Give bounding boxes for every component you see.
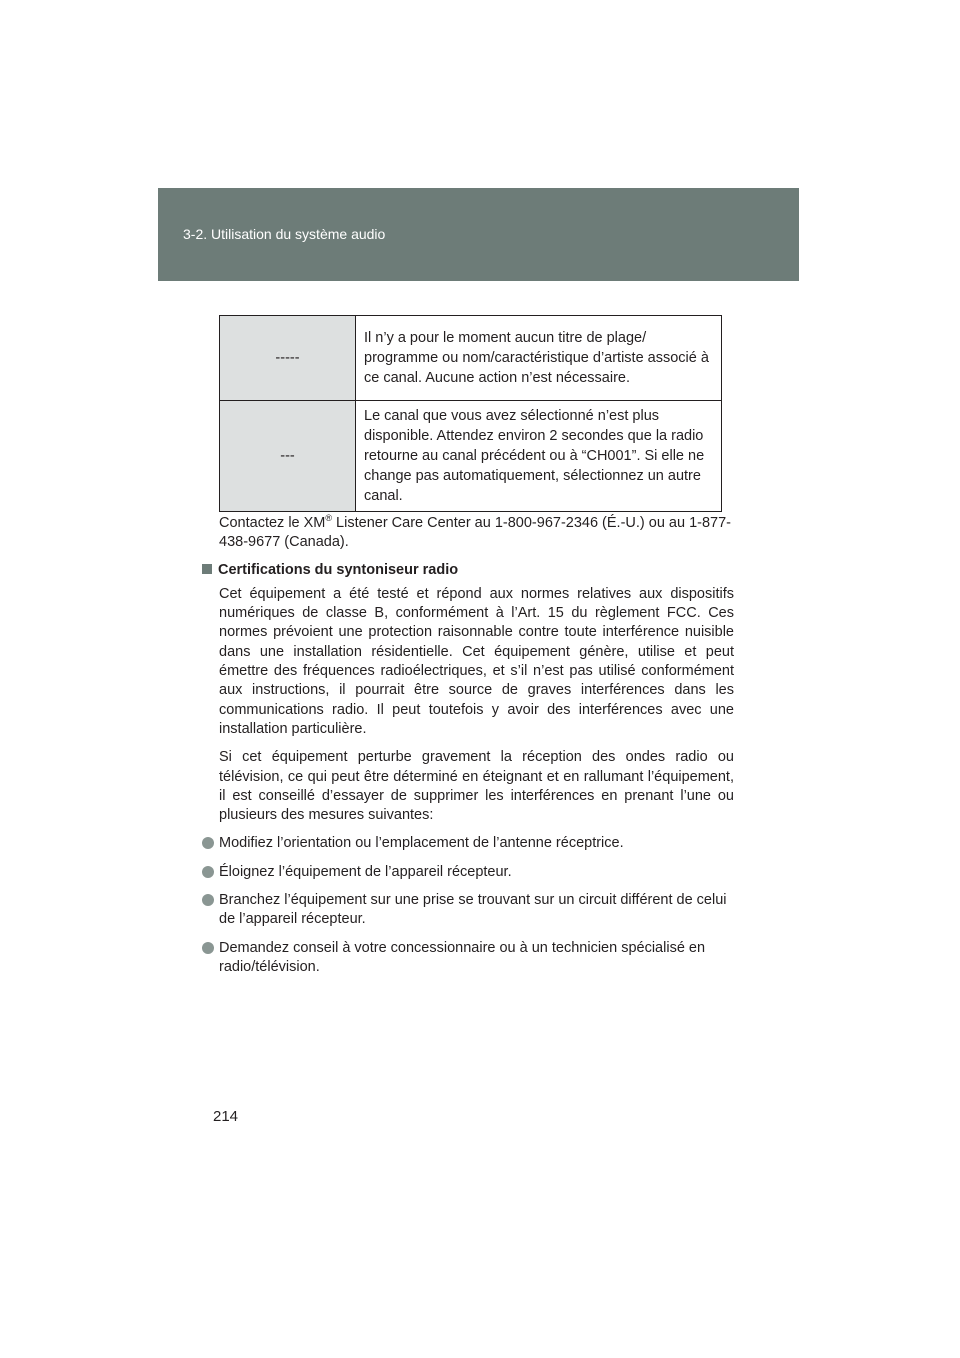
table-row xyxy=(220,401,722,512)
list-item-text: Modifiez l’orientation ou l’emplacement de l’antenne réceptrice. xyxy=(219,835,624,852)
page-number: 214 xyxy=(213,1108,239,1125)
list-item-text: Branchez l’équipement sur une prise se trouvant sur un circuit différent de celui de l’appareil récepteur. xyxy=(219,892,727,928)
registered-mark: ® xyxy=(325,513,333,524)
circle-bullet-icon xyxy=(202,866,214,878)
contact-paragraph xyxy=(202,514,734,553)
contact-text-end: Listener Care Center au 1-800-967-2346 (É.-U.) ou au 1-877-438-9677 (Canada). xyxy=(219,515,732,551)
circle-bullet-icon xyxy=(202,894,214,906)
list-item xyxy=(202,834,734,853)
list-item-text: Éloignez l’équipement de l’appareil récepteur. xyxy=(219,863,512,880)
circle-bullet-icon xyxy=(202,837,214,849)
list-item xyxy=(202,939,734,978)
square-bullet-icon xyxy=(202,564,212,574)
certifications-heading-text: Certifications du syntoniseur radio xyxy=(218,561,459,578)
status-code-table xyxy=(219,315,722,512)
certifications-paragraph-1: Cet équipement a été testé et répond aux normes relatives aux dispositifs numériques de classe B, conformément à l’Art. 15 du règlement FCC. Ces normes prévoient une protection raisonnable contre toute interférence nuisible dans une installation résidentielle. Cet équipement génère, utilise et peut émettre des fréquences radioélectriques, et s’il n’est pas utilisé conformément aux instructions, il pourrait être source de graves interférences dans les communications radio. Il peut toutefois y avoir des interférences avec une installation particulière. xyxy=(219,585,734,737)
status-description-cell: Le canal que vous avez sélectionné n’est plus disponible. Attendez environ 2 secondes que la radio retourne au canal précédent ou à “CH001”. Si elle ne change pas automatiquement, sélectionnez un autre canal. xyxy=(356,401,722,512)
list-item xyxy=(202,891,734,930)
list-item xyxy=(202,863,734,882)
section-title: 3-2. Utilisation du système audio xyxy=(183,226,386,242)
certifications-paragraph-2: Si cet équipement perturbe gravement la réception des ondes radio ou télévision, ce qui peut être déterminé en éteignant et en rallumant l’équipement, il est conseillé d’essayer de supprimer les interférences en prenant l’une ou plusieurs des mesures suivantes: xyxy=(219,749,734,824)
status-description-cell: Il n’y a pour le moment aucun titre de plage/ programme ou nom/caractéristique d’artiste associé à ce canal. Aucune action n’est nécessaire. xyxy=(356,316,722,401)
table-row xyxy=(220,316,722,401)
section-header-band xyxy=(158,188,799,281)
list-item-text: Demandez conseil à votre concessionnaire ou à un technicien spécialisé en radio/télévision. xyxy=(219,939,706,975)
circle-bullet-icon xyxy=(202,942,214,954)
status-code-cell: --- xyxy=(220,401,356,512)
contact-text-start: Contactez le XM xyxy=(219,515,326,531)
page-content xyxy=(202,514,734,986)
status-code-cell: ----- xyxy=(220,316,356,401)
certifications-heading xyxy=(202,561,734,580)
